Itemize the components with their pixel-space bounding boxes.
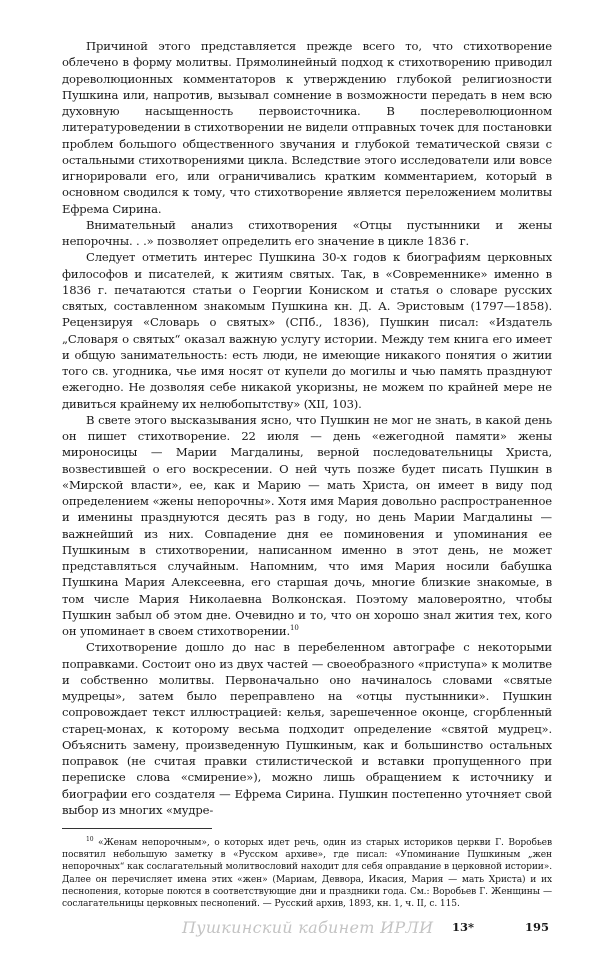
paragraph-5: Стихотворение дошло до нас в перебеленном автографе с некоторыми поправками. Состоит оно из двух частей — своеобразного «приступа» к молитве и собственно молитвы. Первоначально оно начиналось словами «святые мудрецы», затем было переправлено на «отцы пустынники». Пушкин сопровождает текст иллюстрацией: келья, зарешеченное оконце, сгорбленный старец-монах, к которому весьма подходит определение «святой мудрец». Объяснить замену, произведенную Пушкиным, как и большинство остальных поправок (не считая правки стилистической и вставки пропущенного при переписке слова «смирение»), можно лишь обращением к источнику и биографии его создателя — Ефрема Сирина. Пушкин постепенно уточняет свой выбор из многих «мудре- bbox=[62, 640, 552, 817]
paragraph-4 bbox=[62, 412, 552, 640]
footnote-divider bbox=[62, 828, 212, 829]
paragraph-4-text: В свете этого высказывания ясно, что Пушкин не мог не знать, в какой день он пишет стихотворение. 22 июля — день «ежегодной памяти» жены мироносицы — Марии Магдалины, верной последовательницы Христа, возвестившей о его воскресении. О ней чуть позже будет писать Пушкин в «Мирской власти», ее, как и Марию — мать Христа, он имеет в виду под определением «жены непорочны». Хотя имя Мария довольно распространенное и именины празднуются десять раз в году, но день Марии Магдалины — важнейший из них. Совпадение дня ее поминовения и упоминания ее Пушкиным в стихотворении, написанном именно в этот день, не может представляться случайным. Напомним, что имя Мария носили бабушка Пушкина Мария Алексеевна, его старшая дочь, многие близкие знакомые, в том числе Мария Николаевна Волконская. Поэтому маловероятно, чтобы Пушкин забыл об этом дне. Очевидно и то, что он хорошо знал жития тех, кого он упоминает в своем стихотворении. bbox=[62, 412, 552, 638]
library-watermark: Пушкинский кабинет ИРЛИ bbox=[182, 918, 434, 937]
footnote bbox=[62, 837, 552, 910]
page-number: 195 bbox=[525, 920, 550, 934]
footnote-text: «Женам непорочным», о которых идет речь, один из старых историков церкви Г. Воробьев посвятил небольшую заметку в «Русском архиве», где писал: «Упоминание Пушкиным „жен непорочных“ как сослагательный молитвословий находит для себя оправдание в церковной истории». Далее он перечисляет имена этих «жен» (Мариам, Деввора, Икасия, Мария — мать Христа) и их песнопения, которые поются в соответствующие дни и праздники года. См.: Воробьев Г. Женщины — сослагательницы церковных песнопений. — Русский архив, 1893, кн. 1, ч. II, с. 115. bbox=[62, 838, 552, 910]
footnote-reference: 10 bbox=[290, 624, 299, 633]
footnote-number: 10 bbox=[86, 835, 94, 843]
paragraph-3: Следует отметить интерес Пушкина 30-х годов к биографиям церковных философов и писателей, к житиям святых. Так, в «Современнике» именно в 1836 г. печатаются статьи о Георгии Кониском и статья о словаре русских святых, составленном знакомым Пушкина кн. Д. А. Эристовым (1797—1858). Рецензируя «Словарь о святых» (СПб., 1836), Пушкин писал: «Издатель „Словаря о святых“ оказал важную услугу истории. Между тем книга его имеет и общую занимательность: есть люди, не имеющие никакого понятия о житии того св. угодника, чье имя носят от купели до могилы и чью память празднуют ежегодно. Не дозволяя себе никакой укоризны, не можем по крайней мере не дивиться крайнему их нелюбопытству» (XII, 103). bbox=[62, 250, 552, 411]
paragraph-1: Причиной этого представляется прежде всего то, что стихотворение облечено в форму молитвы. Прямолинейный подход к стихотворению приводил дореволюционных комментаторов к утверждению глубокой религиозности Пушкина или, напротив, вызывал сомнение в возможности передать в нем всю духовную насыщенность первоисточника. В послереволюционном литературоведении в стихотворении не видели отправных точек для постановки проблем большого общественного звучания и глубокой тематической связи с остальными стихотворениями цикла. Вследствие этого исследователи или вовсе игнорировали его, или ограничивались кратким комментарием, который в основном сводился к тому, что стихотворение является переложением молитвы Ефрема Сирина. bbox=[62, 39, 552, 216]
paragraph-2: Внимательный анализ стихотворения «Отцы пустынники и жены непорочны. . .» позволяет определить его значение в цикле 1836 г. bbox=[62, 217, 552, 248]
signature-mark: 13* bbox=[452, 920, 475, 934]
main-text bbox=[62, 38, 552, 818]
